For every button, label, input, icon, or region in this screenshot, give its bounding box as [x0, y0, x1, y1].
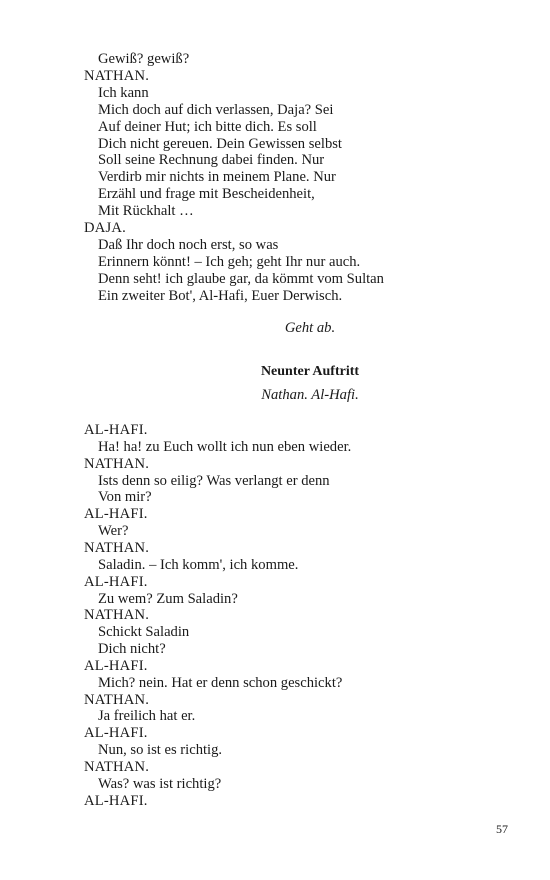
- speaker-name: NATHAN.: [84, 607, 150, 624]
- speaker-name: AL-HAFI.: [84, 573, 148, 590]
- verse-line: Verdirb mir nichts in meinem Plane. Nur: [98, 169, 336, 186]
- verse-line: Mich? nein. Hat er denn schon geschickt?: [98, 674, 343, 691]
- verse-line: Mich doch auf dich verlassen, Daja? Sei: [98, 101, 334, 118]
- verse-line: Denn seht! ich glaube gar, da kömmt vom Sultan: [98, 270, 384, 287]
- verse-line: Erzähl und frage mit Bescheidenheit,: [98, 186, 315, 203]
- speaker-name: AL-HAFI.: [84, 422, 148, 438]
- speaker-name: AL-HAFI.: [84, 792, 148, 809]
- verse-line: Ists denn so eilig? Was verlangt er denn: [98, 472, 330, 489]
- verse-line: Erinnern könnt! – Ich geh; geht Ihr nur auch.: [98, 253, 361, 270]
- verse-line: Nun, so ist es richtig.: [98, 742, 223, 759]
- verse-line: Ich kann: [98, 84, 149, 101]
- speaker-name: AL-HAFI.: [84, 725, 148, 742]
- speaker-name: NATHAN.: [84, 67, 150, 84]
- stage-direction: Geht ab.: [284, 320, 336, 336]
- verse-line: Schickt Saladin: [98, 624, 190, 641]
- verse-line: Ein zweiter Bot', Al-Hafi, Euer Derwisch.: [98, 287, 343, 304]
- scene-title: Neunter Auftritt: [260, 364, 360, 379]
- speaker-name: NATHAN.: [84, 539, 150, 556]
- verse-line: Von mir?: [98, 489, 152, 506]
- verse-line: Mit Rückhalt …: [98, 203, 194, 220]
- verse-line: Saladin. – Ich komm', ich komme.: [98, 556, 299, 573]
- speaker-name: DAJA.: [84, 220, 126, 236]
- verse-line: Auf deiner Hut; ich bitte dich. Es soll: [98, 118, 317, 135]
- verse-line: Ha! ha! zu Euch wollt ich nun eben wieder.: [98, 438, 352, 455]
- verse-line: Dich nicht gereuen. Dein Gewissen selbst: [98, 135, 342, 152]
- speaker-name: NATHAN.: [84, 759, 150, 775]
- verse-line: Was? was ist richtig?: [98, 775, 222, 792]
- verse-line: Wer?: [98, 523, 129, 540]
- speaker-name: AL-HAFI.: [84, 506, 148, 523]
- scene-characters: Nathan. Al-Hafi.: [261, 387, 359, 403]
- verse-line: Soll seine Rechnung dabei finden. Nur: [98, 152, 325, 169]
- verse-line: Ja freilich hat er.: [98, 708, 196, 725]
- verse-line: Gewiß? gewiß?: [98, 51, 190, 67]
- speaker-name: NATHAN.: [84, 455, 150, 472]
- verse-line: Dich nicht?: [98, 641, 166, 658]
- speaker-name: AL-HAFI.: [84, 657, 148, 674]
- page-number: 57: [496, 822, 508, 836]
- verse-line: Daß Ihr doch noch erst, so was: [98, 236, 279, 253]
- speaker-name: NATHAN.: [84, 691, 150, 708]
- verse-line: Zu wem? Zum Saladin?: [98, 590, 238, 607]
